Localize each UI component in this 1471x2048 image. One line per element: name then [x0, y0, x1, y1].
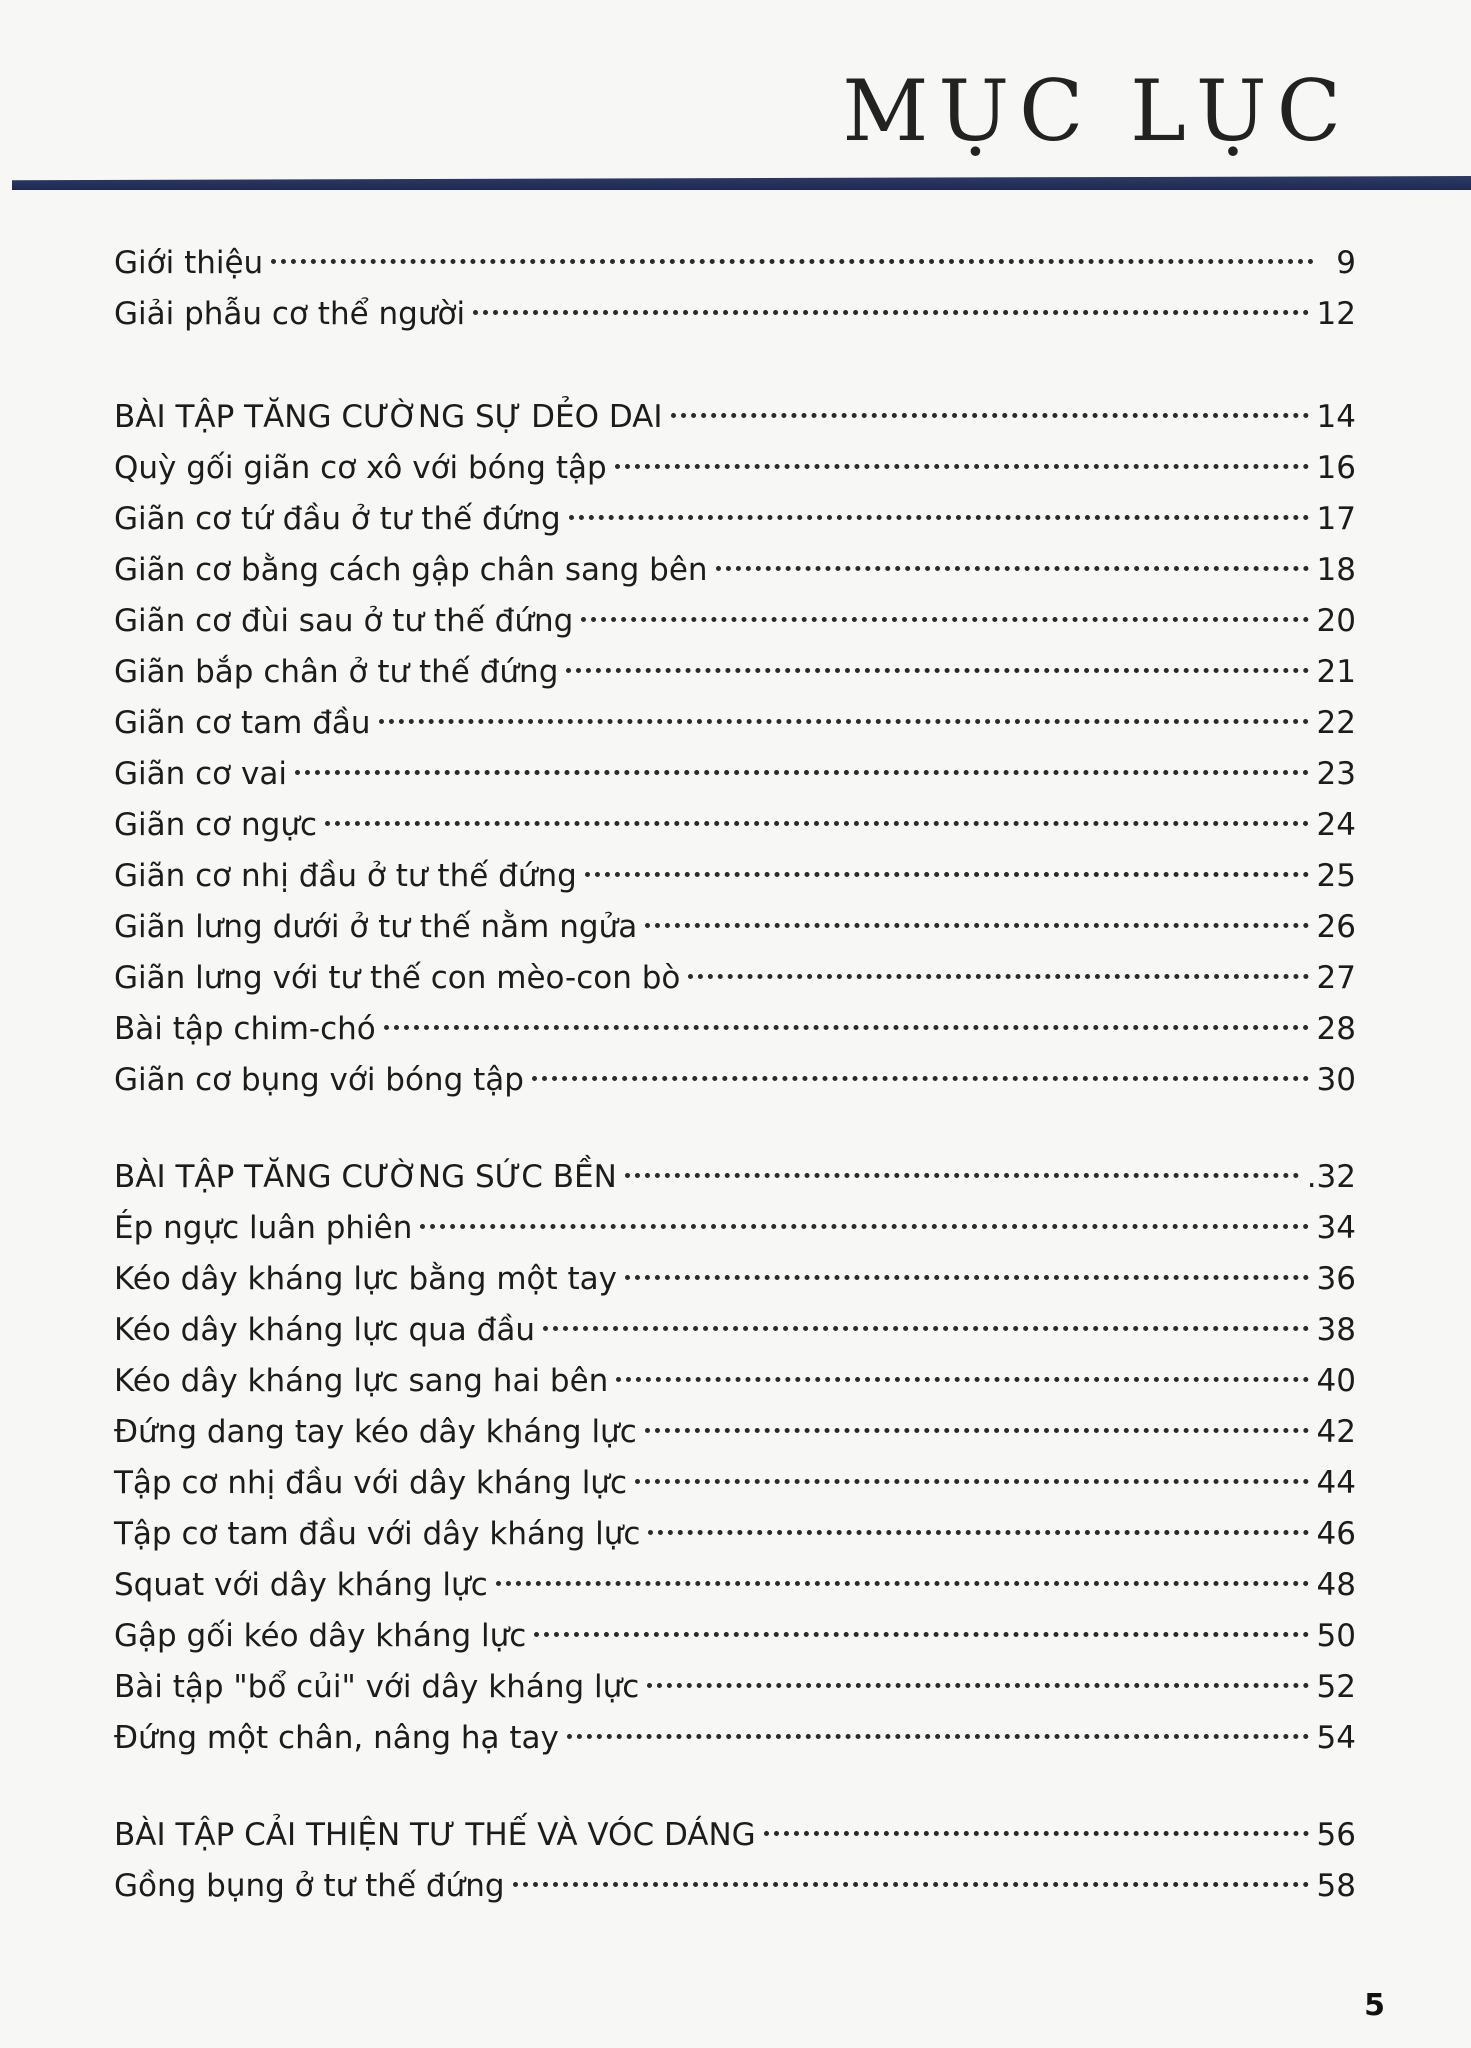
leader-dots [567, 1734, 1309, 1739]
toc-entry [114, 851, 1356, 902]
section-title: BÀI TẬP TĂNG CƯỜNG SỨC BỀN [114, 1159, 617, 1195]
leader-dots [420, 1224, 1308, 1229]
leader-dots [688, 974, 1308, 979]
toc-entry [114, 289, 1356, 340]
leader-dots [566, 668, 1308, 673]
toc-entry-page: 21 [1316, 654, 1356, 690]
toc-entry-title: Giãn cơ ngực [114, 807, 318, 843]
toc-entry [114, 1861, 1356, 1912]
leader-dots [648, 1530, 1308, 1535]
toc-entry [114, 1305, 1356, 1356]
leader-dots [647, 1683, 1308, 1688]
toc-entry-page: 38 [1316, 1312, 1356, 1348]
toc-entry [114, 238, 1356, 289]
toc-entry-title: Giãn cơ bằng cách gập chân sang bên [114, 552, 708, 588]
toc-section-heading [114, 1810, 1356, 1861]
toc-entry-page: 52 [1316, 1669, 1356, 1705]
toc-entry-page: 26 [1316, 909, 1356, 945]
leader-dots [325, 821, 1309, 826]
toc-entry-page: 18 [1316, 552, 1356, 588]
toc-entry-page: 40 [1316, 1363, 1356, 1399]
toc-entry-page: 20 [1316, 603, 1356, 639]
toc-entry-page: 54 [1316, 1720, 1356, 1756]
leader-dots [615, 464, 1309, 469]
toc-entry-page: 58 [1316, 1868, 1356, 1904]
toc-section-heading [114, 392, 1356, 443]
toc-entry [114, 1004, 1356, 1055]
leader-dots [645, 923, 1308, 928]
toc-entry [114, 1560, 1356, 1611]
toc-entry-title: Quỳ gối giãn cơ xô với bóng tập [114, 450, 607, 486]
leader-dots [543, 1326, 1309, 1331]
toc-entry-title: Giãn cơ bụng với bóng tập [114, 1062, 524, 1098]
toc-entry-page: 24 [1316, 807, 1356, 843]
toc-entry [114, 1254, 1356, 1305]
toc-entry-title: Bài tập chim-chó [114, 1011, 376, 1047]
toc-entry [114, 596, 1356, 647]
toc-entry-title: Giải phẫu cơ thể người [114, 296, 466, 332]
toc-entry-title: Giãn cơ đùi sau ở tư thế đứng [114, 603, 574, 639]
toc-entry-page: 17 [1316, 501, 1356, 537]
leader-dots [625, 1173, 1299, 1178]
toc-entry [114, 749, 1356, 800]
toc-entry-title: Kéo dây kháng lực bằng một tay [114, 1261, 618, 1297]
leader-dots [532, 1076, 1309, 1081]
toc-entry [114, 1713, 1356, 1764]
toc-entry-title: Tập cơ nhị đầu với dây kháng lực [114, 1465, 627, 1501]
leader-dots [635, 1479, 1309, 1484]
leader-dots [585, 872, 1309, 877]
toc-entry-page: 46 [1316, 1516, 1356, 1552]
toc-entry-page: 50 [1316, 1618, 1356, 1654]
toc-entry-page: 30 [1316, 1062, 1356, 1098]
table-of-contents [114, 238, 1356, 1912]
section-page: 56 [1316, 1817, 1356, 1853]
leader-dots [764, 1831, 1309, 1836]
toc-entry-page: 28 [1316, 1011, 1356, 1047]
toc-entry [114, 443, 1356, 494]
leader-dots [384, 1025, 1309, 1030]
toc-entry-page: 9 [1336, 245, 1356, 281]
leader-dots [581, 617, 1308, 622]
toc-entry [114, 800, 1356, 851]
toc-entry [114, 902, 1356, 953]
toc-entry-page: 16 [1316, 450, 1356, 486]
toc-entry [114, 698, 1356, 749]
toc-entry-title: Giãn bắp chân ở tư thế đứng [114, 654, 559, 690]
section-title: BÀI TẬP TĂNG CƯỜNG SỰ DẺO DAI [114, 399, 663, 435]
toc-entry [114, 1509, 1356, 1560]
section-page: 14 [1316, 399, 1356, 435]
toc-entry [114, 545, 1356, 596]
toc-entry-page: 36 [1316, 1261, 1356, 1297]
toc-entry [114, 1611, 1356, 1662]
leader-dots [716, 566, 1309, 571]
toc-entry [114, 1458, 1356, 1509]
section-page: .32 [1306, 1159, 1356, 1195]
toc-entry [114, 1356, 1356, 1407]
toc-entry [114, 1203, 1356, 1254]
toc-entry [114, 1662, 1356, 1713]
toc-entry-title: Đứng dang tay kéo dây kháng lực [114, 1414, 637, 1450]
toc-entry-title: Giãn lưng với tư thế con mèo-con bò [114, 960, 681, 996]
header-rule [12, 176, 1471, 190]
toc-entry [114, 1407, 1356, 1458]
leader-dots [671, 413, 1309, 418]
section-title: BÀI TẬP CẢI THIỆN TƯ THẾ VÀ VÓC DÁNG [114, 1817, 756, 1853]
toc-entry-title: Giãn cơ nhị đầu ở tư thế đứng [114, 858, 577, 894]
leader-dots [271, 259, 1314, 264]
toc-entry-title: Squat với dây kháng lực [114, 1567, 488, 1603]
page-title: MỤC LỤC [842, 62, 1351, 160]
toc-entry-title: Gồng bụng ở tư thế đứng [114, 1868, 505, 1904]
toc-entry-page: 12 [1316, 296, 1356, 332]
toc-entry-title: Bài tập "bổ củi" với dây kháng lực [114, 1669, 640, 1705]
toc-entry-title: Giãn cơ tam đầu [114, 705, 371, 741]
toc-entry [114, 1055, 1356, 1106]
toc-entry-title: Gập gối kéo dây kháng lực [114, 1618, 527, 1654]
toc-entry-page: 42 [1316, 1414, 1356, 1450]
toc-entry-page: 44 [1316, 1465, 1356, 1501]
page-number: 5 [1364, 1988, 1385, 2023]
leader-dots [534, 1632, 1308, 1637]
toc-entry-title: Đứng một chân, nâng hạ tay [114, 1720, 559, 1756]
toc-entry-page: 34 [1316, 1210, 1356, 1246]
leader-dots [379, 719, 1309, 724]
toc-entry-title: Kéo dây kháng lực sang hai bên [114, 1363, 609, 1399]
toc-entry-page: 23 [1316, 756, 1356, 792]
toc-entry [114, 953, 1356, 1004]
leader-dots [616, 1377, 1308, 1382]
toc-entry-title: Kéo dây kháng lực qua đầu [114, 1312, 535, 1348]
toc-entry-page: 25 [1316, 858, 1356, 894]
toc-entry-title: Tập cơ tam đầu với dây kháng lực [114, 1516, 641, 1552]
toc-entry-title: Giãn cơ tứ đầu ở tư thế đứng [114, 501, 561, 537]
leader-dots [295, 770, 1309, 775]
toc-entry-title: Giới thiệu [114, 245, 264, 281]
toc-entry-title: Ép ngực luân phiên [114, 1210, 413, 1246]
toc-entry-page: 48 [1316, 1567, 1356, 1603]
toc-entry-page: 22 [1316, 705, 1356, 741]
toc-entry-page: 27 [1316, 960, 1356, 996]
toc-entry-title: Giãn lưng dưới ở tư thế nằm ngửa [114, 909, 638, 945]
leader-dots [625, 1275, 1309, 1280]
toc-section-heading [114, 1152, 1356, 1203]
leader-dots [496, 1581, 1309, 1586]
toc-entry [114, 647, 1356, 698]
leader-dots [473, 310, 1308, 315]
leader-dots [645, 1428, 1309, 1433]
leader-dots [569, 515, 1309, 520]
toc-entry [114, 494, 1356, 545]
leader-dots [513, 1882, 1309, 1887]
toc-entry-title: Giãn cơ vai [114, 756, 287, 792]
